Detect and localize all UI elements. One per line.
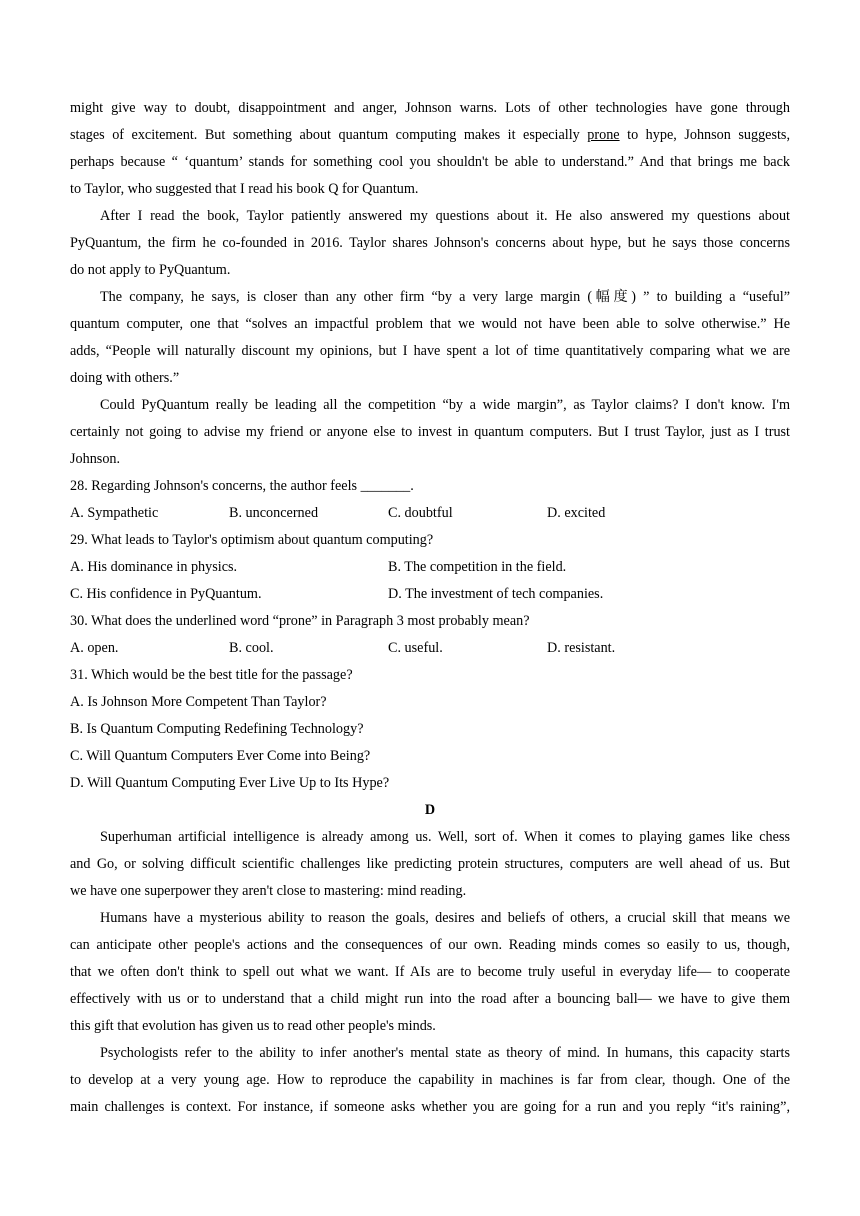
option-c: C. Will Quantum Computers Ever Come into Being? <box>70 748 371 764</box>
text-line: PyQuantum, the firm he co-founded in 2016. Taylor shares Johnson's concerns about hype, but he says those concerns <box>70 235 790 251</box>
text-line: Superhuman artificial intelligence is already among us. Well, sort of. When it comes to playing games like chess <box>100 829 790 845</box>
text-run: to hype, Johnson suggests, <box>619 127 790 143</box>
option-b: B. The competition in the field. <box>388 559 567 575</box>
option-a: A. Is Johnson More Competent Than Taylor? <box>70 694 327 710</box>
text-line: perhaps because “ ‘quantum’ stands for something cool you shouldn't be able to understand.” And that brings me back <box>70 154 790 170</box>
text-line: and Go, or solving difficult scientific challenges like predicting protein structures, computers are well ahead of us. But <box>70 856 790 872</box>
text-line: can anticipate other people's actions and the consequences of our own. Reading minds comes so easily to us, though, <box>70 937 790 953</box>
text-line: quantum computer, one that “solves an impactful problem that we would not have been able to solve otherwise.” He <box>70 316 790 332</box>
text-line: adds, “People will naturally discount my opinions, but I have spent a lot of time quantitatively comparing what we are <box>70 343 790 359</box>
option-d: D. Will Quantum Computing Ever Live Up to Its Hype? <box>70 775 390 791</box>
text-line <box>70 126 790 144</box>
text-line: might give way to doubt, disappointment and anger, Johnson warns. Lots of other technologies have gone through <box>70 100 790 116</box>
option-a: A. open. <box>70 640 119 656</box>
question-stem: 29. What leads to Taylor's optimism about quantum computing? <box>70 532 434 548</box>
text-line: to Taylor, who suggested that I read his book Q for Quantum. <box>70 181 419 197</box>
text-line: After I read the book, Taylor patiently answered my questions about it. He also answered my questions about <box>100 208 790 224</box>
text-line: Humans have a mysterious ability to reason the goals, desires and beliefs of others, a crucial skill that means we <box>100 910 790 926</box>
option-c: C. doubtful <box>388 505 453 521</box>
option-d: D. excited <box>547 505 606 521</box>
option-b: B. Is Quantum Computing Redefining Technology? <box>70 721 364 737</box>
question-stem: 31. Which would be the best title for the passage? <box>70 667 353 683</box>
text-line: this gift that evolution has given us to read other people's minds. <box>70 1018 436 1034</box>
text-line: do not apply to PyQuantum. <box>70 262 231 278</box>
text-line: main challenges is context. For instance, if someone asks whether you are going for a run and you reply “it's raining”, <box>70 1099 790 1115</box>
section-heading: D <box>424 802 436 818</box>
option-d: D. resistant. <box>547 640 616 656</box>
text-line: effectively with us or to understand that a child might run into the road after a bouncing ball— we have to give them <box>70 991 790 1007</box>
text-line: certainly not going to advise my friend or anyone else to invest in quantum computers. But I trust Taylor, just as I trust <box>70 424 790 440</box>
text-line: Johnson. <box>70 451 121 467</box>
option-b: B. cool. <box>229 640 274 656</box>
text-line: The company, he says, is closer than any other firm “by a very large margin (幅度) ” to building a “useful” <box>100 289 790 305</box>
option-c: C. useful. <box>388 640 443 656</box>
text-line: we have one superpower they aren't close to mastering: mind reading. <box>70 883 467 899</box>
question-stem: 28. Regarding Johnson's concerns, the author feels _______. <box>70 478 414 494</box>
text-run: stages of excitement. But something about quantum computing makes it especially <box>70 127 588 143</box>
option-b: B. unconcerned <box>229 505 319 521</box>
underlined-word-prone: prone <box>587 127 620 143</box>
text-line: to develop at a very young age. How to reproduce the capability in machines is far from clear, though. One of the <box>70 1072 790 1088</box>
text-line: doing with others.” <box>70 370 180 386</box>
option-a: A. Sympathetic <box>70 505 159 521</box>
option-d: D. The investment of tech companies. <box>388 586 604 602</box>
text-line: Could PyQuantum really be leading all the competition “by a wide margin”, as Taylor claims? I don't know. I'm <box>100 397 790 413</box>
question-stem: 30. What does the underlined word “prone” in Paragraph 3 most probably mean? <box>70 613 530 629</box>
text-line: Psychologists refer to the ability to infer another's mental state as theory of mind. In humans, this capacity starts <box>100 1045 790 1061</box>
text-line: that we often don't think to spell out what we want. If AIs are to become truly useful in everyday life— to cooperate <box>70 964 790 980</box>
option-a: A. His dominance in physics. <box>70 559 238 575</box>
option-c: C. His confidence in PyQuantum. <box>70 586 262 602</box>
